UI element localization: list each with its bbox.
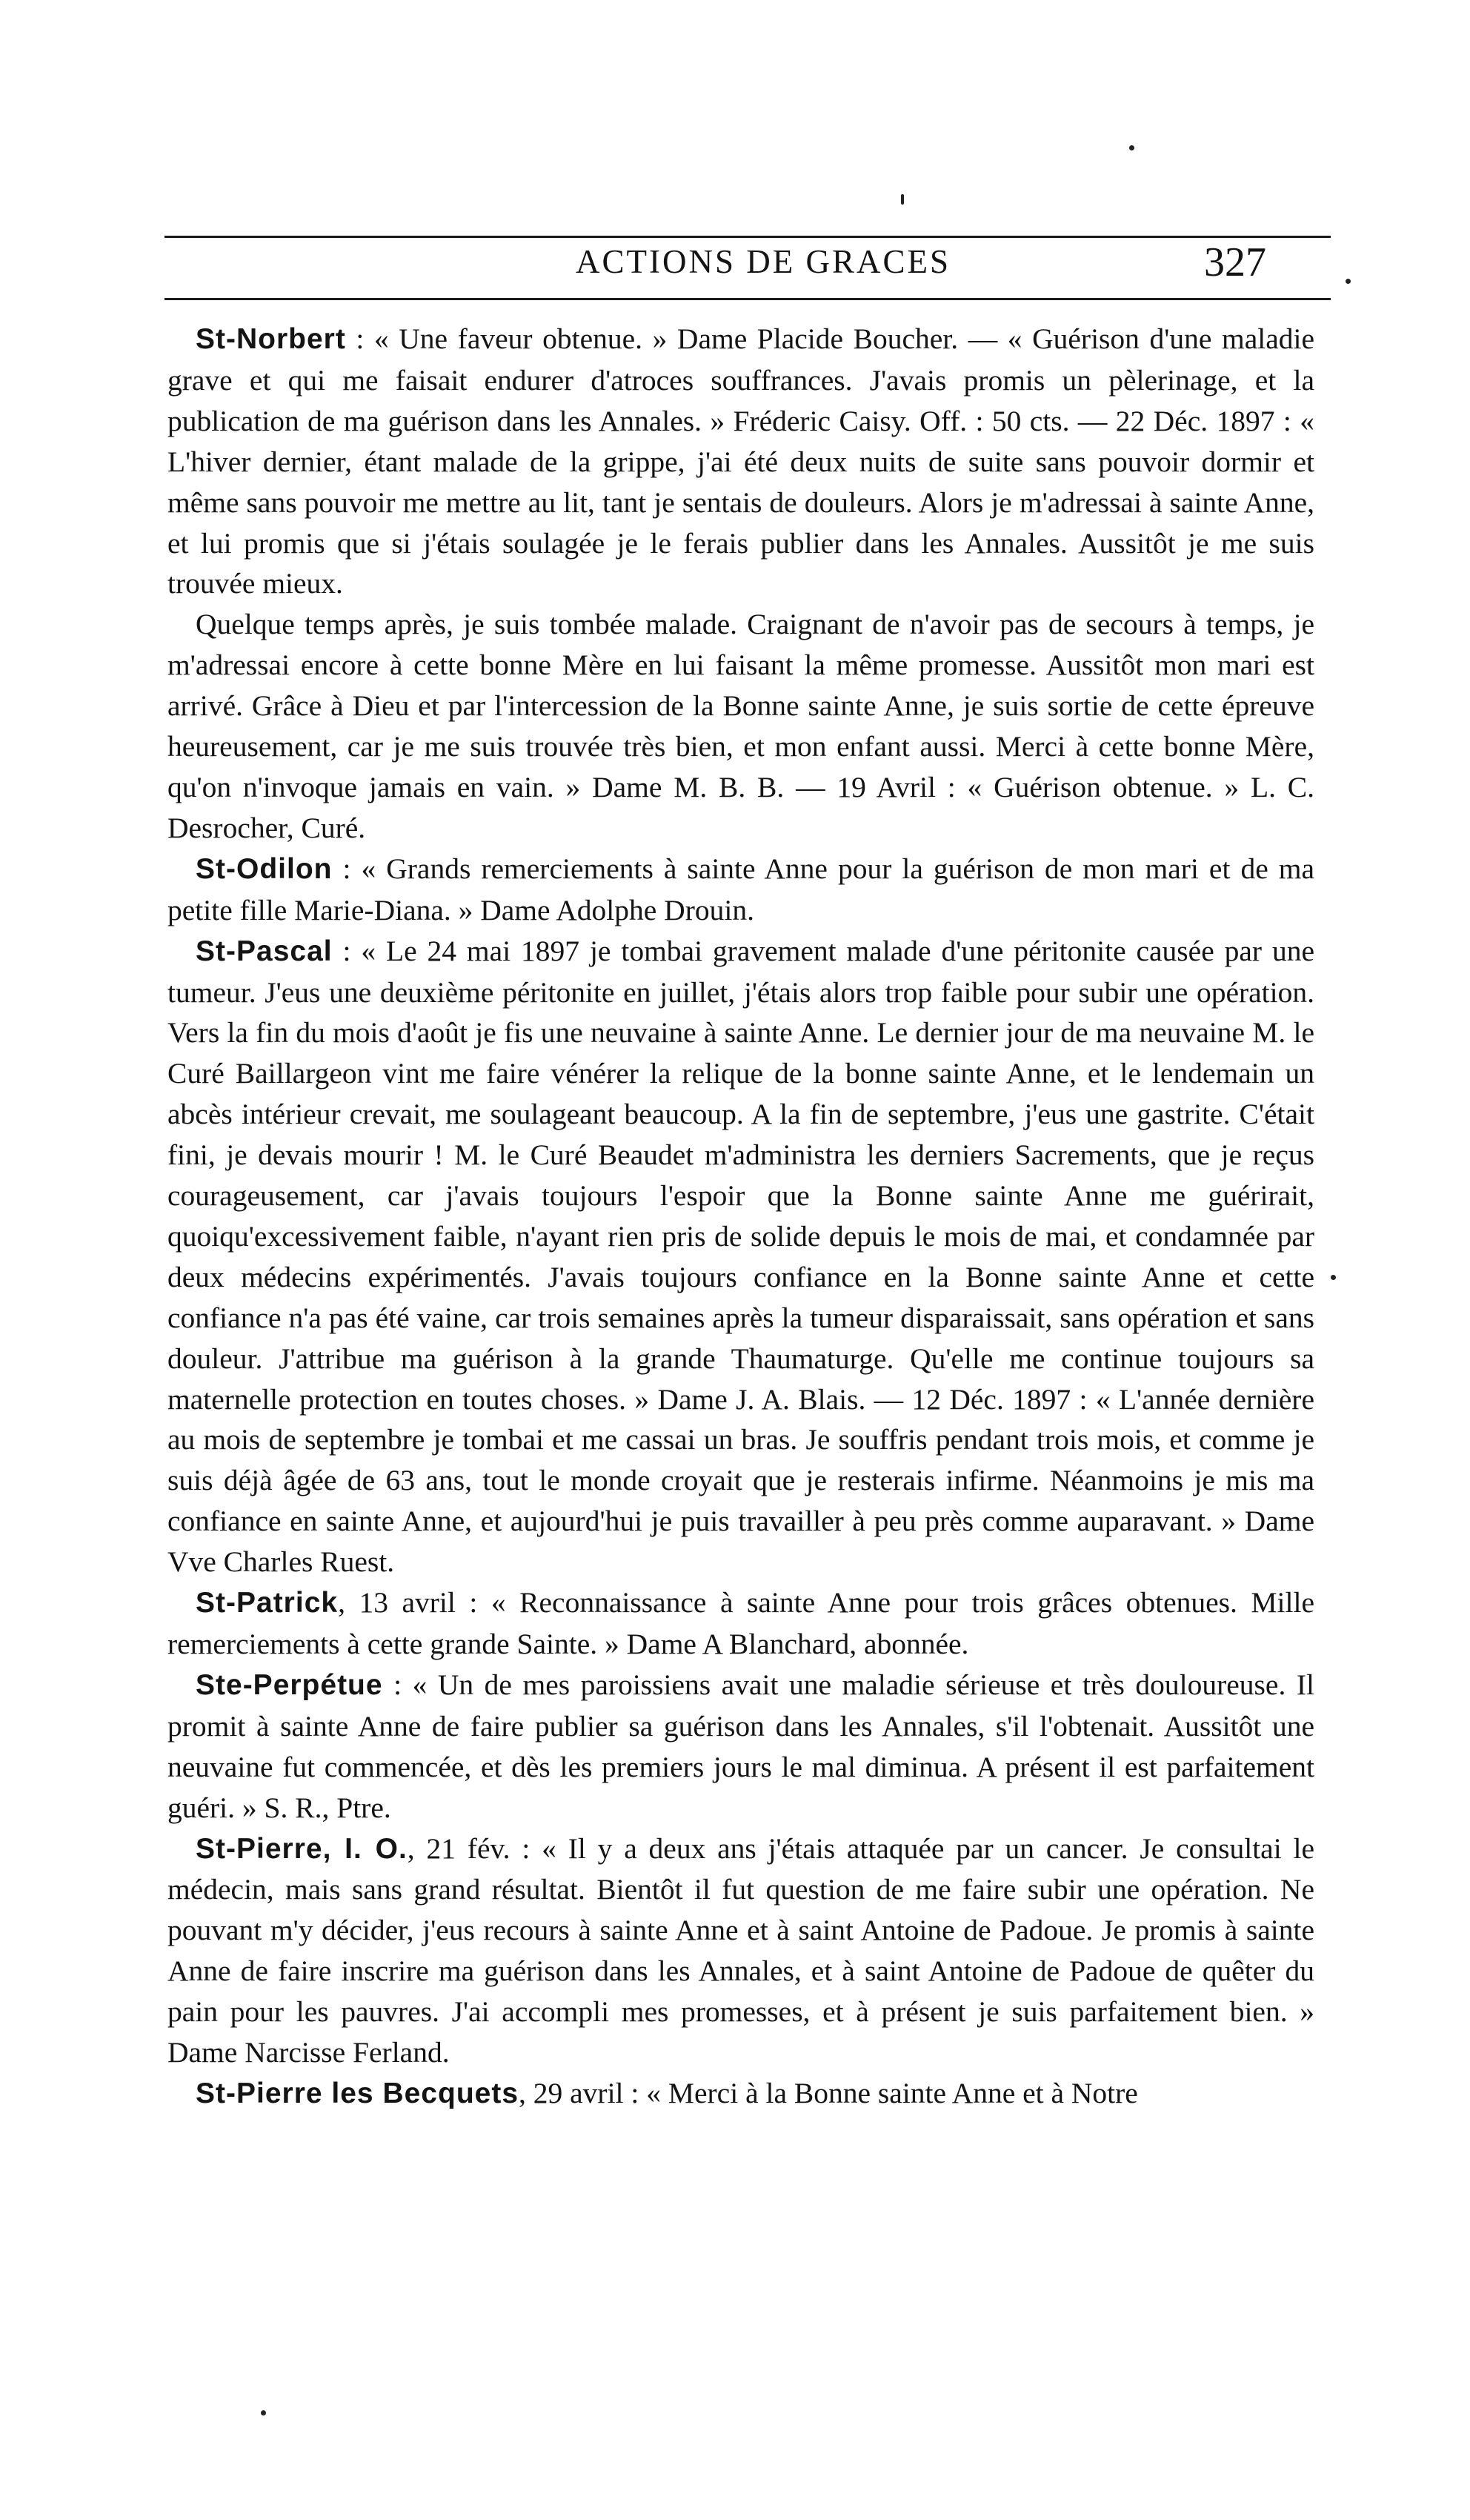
entry-name: St-Pascal [196,935,333,967]
entry-text: , 29 avril : « Merci à la Bonne sainte Anne et à Notre [519,2076,1138,2109]
entry-text: , 21 fév. : « Il y a deux ans j'étais attaquée par un cancer. Je consultai le médecin, mais sans grand résultat. Bientôt il fut question de me faire subir une opération. Ne pouvant m'y décider, j'eus recours à sainte Anne et à saint Antoine de Padoue. Je promis à sainte Anne de faire inscrire ma guérison dans les Annales, et à saint Antoine de Padoue de quêter du pain pour les pauvres. J'ai accompli mes promesses, et à présent je suis parfaitement bien. » Dame Narcisse Ferland. [167,1831,1314,2069]
scan-speck [1346,279,1351,284]
paragraph-st-pierre-les-becquets [167,2073,1314,2115]
paragraph-st-norbert [167,319,1314,604]
entry-text: : « Un de mes paroissiens avait une maladie sérieuse et très douloureuse. Il promit à sainte Anne de faire publier sa guérison dans les Annales, s'il l'obtenait. Aussitôt une neuvaine fut commencée, et dès les premiers jours le mal diminua. A présent il est parfaitement guéri. » S. R., Ptre. [167,1668,1314,1824]
paragraph-st-odilon [167,849,1314,931]
paragraph-st-patrick [167,1582,1314,1665]
page-number: 327 [1204,239,1266,285]
entry-name: Ste-Perpétue [196,1668,383,1701]
entry-text: : « Le 24 mai 1897 je tombai gravement malade d'une péritonite causée par une tumeur. J'eus une deuxième péritonite en juillet, j'étais alors trop faible pour subir une opération. Vers la fin du mois d'août je fis une neuvaine à sainte Anne. Le dernier jour de ma neuvaine M. le Curé Baillargeon vint me faire vénérer la relique de la bonne sainte Anne, et le lendemain un abcès intérieur crevait, me soulageant beaucoup. A la fin de septembre, j'eus une gastrite. C'était fini, je devais mourir ! M. le Curé Beaudet m'administra les derniers Sacrements, que je reçus courageusement, car j'avais toujours l'espoir que la Bonne sainte Anne me guérirait, quoiqu'excessivement faible, n'ayant rien pris de solide depuis le mois de mai, et condamnée par deux médecins expérimentés. J'avais toujours confiance en la Bonne sainte Anne et cette confiance n'a pas été vaine, car trois semaines après la tumeur disparaissait, sans opération et sans douleur. J'attribue ma guérison à la grande Thaumaturge. Qu'elle me continue toujours sa maternelle protection en toutes choses. » Dame J. A. Blais. — 12 Déc. 1897 : « L'année dernière au mois de septembre je tombai et me cassai un bras. Je souffris pendant trois mois, et comme je suis déjà âgée de 63 ans, tout le monde croyait que je resterais infirme. Néanmoins je mis ma confiance en sainte Anne, et aujourd'hui je puis travailler à peu près comme auparavant. » Dame Vve Charles Ruest. [167,934,1314,1579]
paragraph-st-pascal [167,931,1314,1583]
entry-name: St-Norbert [196,323,346,355]
entry-name: St-Odilon [196,852,333,885]
entry-text: , 13 avril : « Reconnaissance à sainte Anne pour trois grâces obtenues. Mille remerciements à cette grande Sainte. » Dame A Blanchard, abonnée. [167,1586,1314,1660]
entry-name: St-Patrick [196,1587,339,1619]
scan-speck [1331,1275,1336,1280]
page-body [167,319,1314,2115]
paragraph-continuation [167,604,1314,848]
entry-text: Quelque temps après, je suis tombée malade. Craignant de n'avoir pas de secours à temps, je m'adressai encore à cette bonne Mère en lui faisant la même promesse. Aussitôt mon mari est arrivé. Grâce à Dieu et par l'intercession de la Bonne sainte Anne, je suis sortie de cette épreuve heureusement, car je me suis trouvée très bien, et mon enfant aussi. Merci à cette bonne Mère, qu'on n'invoque jamais en vain. » Dame M. B. B. — 19 Avril : « Guérison obtenue. » L. C. Desrocher, Curé. [167,608,1314,844]
scan-speck [261,2410,266,2415]
entry-text: : « Une faveur obtenue. » Dame Placide Boucher. — « Guérison d'une maladie grave et qui me faisait endurer d'atroces souffrances. J'avais promis un pèlerinage, et la publication de ma guérison dans les Annales. » Fréderic Caisy. Off. : 50 cts. — 22 Déc. 1897 : « L'hiver dernier, étant malade de la grippe, j'ai été deux nuits de suite sans pouvoir dormir et même sans pouvoir me mettre au lit, tant je sentais de douleurs. Alors je m'adressai à sainte Anne, et lui promis que si j'étais soulagée je le ferais publier dans les Annales. Aussitôt je me suis trouvée mieux. [167,322,1314,600]
entry-name: St-Pierre les Becquets [196,2077,519,2109]
scan-speck [901,194,904,205]
scan-speck [1129,145,1134,150]
header-rule-top [164,236,1331,238]
paragraph-st-pierre-io [167,1828,1314,2073]
running-header-title: ACTIONS DE GRACES [575,243,951,280]
paragraph-ste-perpetue [167,1665,1314,1828]
entry-text: : « Grands remerciements à sainte Anne pour la guérison de mon mari et de ma petite fille Marie-Diana. » Dame Adolphe Drouin. [167,852,1314,926]
entry-name: St-Pierre, I. O. [196,1832,408,1865]
header-rule-bottom [164,298,1331,300]
